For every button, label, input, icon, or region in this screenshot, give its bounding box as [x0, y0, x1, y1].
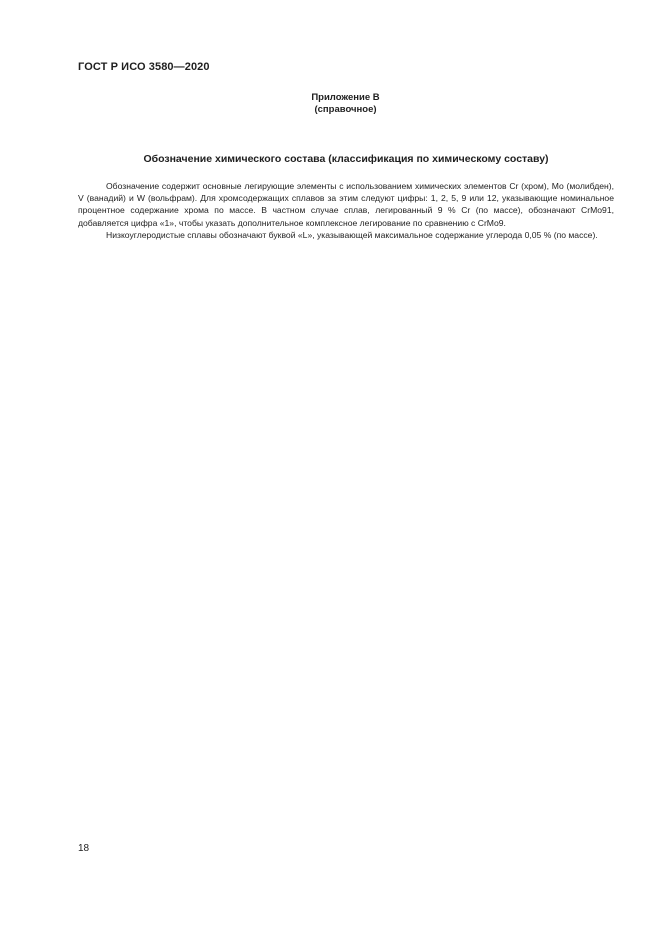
- annex-status: (справочное): [314, 104, 377, 115]
- annex-title: Приложение В: [311, 92, 380, 103]
- standard-header: ГОСТ Р ИСО 3580—2020: [78, 61, 210, 73]
- page-number: 18: [78, 843, 90, 854]
- section-title: Обозначение химического состава (классификация по химическому составу): [143, 153, 549, 165]
- paragraph-low-carbon: Низкоуглеродистые сплавы обозначают буквой «L», указывающей максимальное содержание углерода 0,05 % (по массе).: [106, 229, 598, 240]
- paragraph-designation: Обозначение содержит основные легирующие элементы с использованием химических элементов Cr (хром), Mo (молибден), V (ванадий) и W (вольфрам). Для хромсодержащих сплавов за этим следуют цифры: 1, 2, 5, 9 или 12, указывающие номинальное процентное содержание хрома по массе. В частном случае сплав, легированный 9 % Cr (по массе), обозначают CrMo91, добавляется цифра «1», чтобы указать дополнительное комплексное легирование по сравнению с CrMo9.: [78, 181, 614, 228]
- annex-heading: [0, 92, 661, 116]
- body-text: [78, 180, 614, 241]
